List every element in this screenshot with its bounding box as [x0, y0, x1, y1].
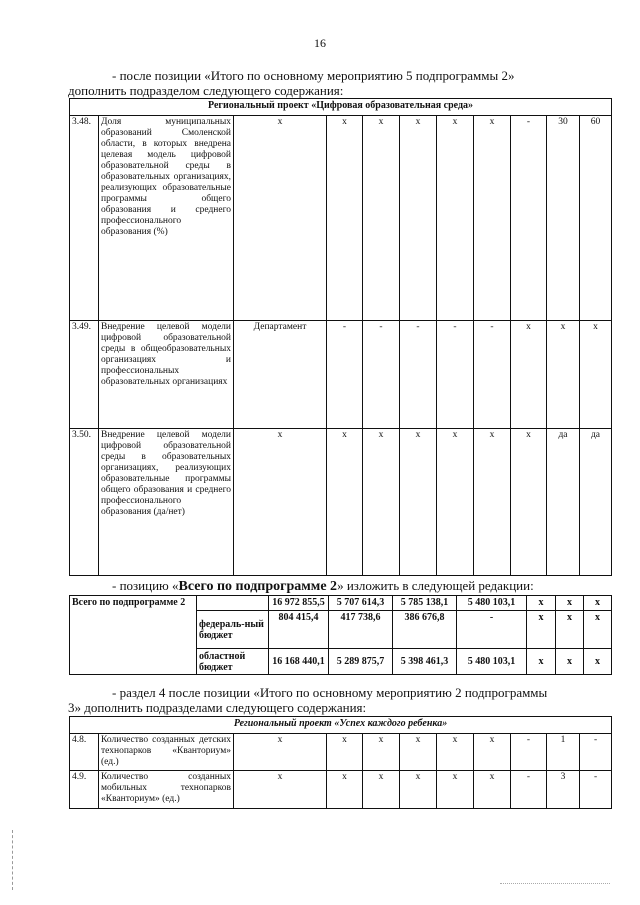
- value-cell: 1: [547, 734, 580, 771]
- intro-paragraph-1: [68, 68, 610, 98]
- value-cell: да: [580, 429, 612, 576]
- page-number: 16: [314, 36, 326, 50]
- executor-cell: х: [234, 429, 327, 576]
- value-cell: -: [400, 321, 437, 429]
- value-cell: х: [400, 429, 437, 576]
- value-cell: х: [327, 116, 363, 321]
- amount-cell: 386 676,8: [393, 611, 457, 649]
- value-cell: -: [363, 321, 400, 429]
- value-cell: х: [437, 116, 474, 321]
- value-cell: да: [547, 429, 580, 576]
- amount-cell: 5 480 103,1: [457, 596, 527, 611]
- value-cell: х: [327, 429, 363, 576]
- executor-cell: х: [234, 116, 327, 321]
- total-label: Всего по подпрограмме 2: [70, 596, 197, 675]
- paragraph-prefix: - позицию «: [112, 578, 179, 593]
- amount-cell: 16 168 440,1: [269, 649, 329, 675]
- value-cell: х: [400, 116, 437, 321]
- row-number: 4.9.: [70, 771, 99, 809]
- paragraph-line: дополнить подразделом следующего содержания:: [68, 83, 344, 98]
- indicator-name: Количество созданных детских технопарков «Кванториум» (ед.): [99, 734, 234, 771]
- paragraph-bold-text: Всего по подпрограмме 2: [178, 579, 338, 594]
- indicator-name: Доля муниципальных образований Смоленской области, в которых внедрена целевая модель цифровой образовательной среды в образовательных организациях, реализующих образовательные программы общего образования и среднего профессионального образования (%): [99, 116, 234, 321]
- value-cell: -: [511, 771, 547, 809]
- budget-cell: областной бюджет: [197, 649, 269, 675]
- project-header: Региональный проект «Успех каждого ребенка»: [70, 717, 612, 734]
- value-cell: х: [556, 649, 584, 675]
- amount-cell: 5 480 103,1: [457, 649, 527, 675]
- value-cell: х: [474, 734, 511, 771]
- amount-cell: 417 738,6: [329, 611, 393, 649]
- executor-cell: х: [234, 771, 327, 809]
- amount-cell: 5 289 875,7: [329, 649, 393, 675]
- value-cell: х: [327, 734, 363, 771]
- value-cell: х: [584, 649, 612, 675]
- executor-cell: х: [234, 734, 327, 771]
- value-cell: х: [474, 771, 511, 809]
- subprogram-total-table: [69, 595, 612, 675]
- value-cell: х: [547, 321, 580, 429]
- amount-cell: 5 785 138,1: [393, 596, 457, 611]
- value-cell: -: [580, 771, 612, 809]
- value-cell: -: [511, 734, 547, 771]
- budget-cell: [197, 596, 269, 611]
- table-row: [70, 734, 612, 771]
- paragraph-suffix: » изложить в следующей редакции:: [337, 578, 534, 593]
- value-cell: 30: [547, 116, 580, 321]
- value-cell: -: [511, 116, 547, 321]
- amount-cell: -: [457, 611, 527, 649]
- table-row: [70, 116, 612, 321]
- value-cell: х: [327, 771, 363, 809]
- amount-cell: 16 972 855,5: [269, 596, 329, 611]
- indicator-name: Внедрение целевой модели цифровой образовательной среды в общеобразовательных организациях и профессиональных образовательных организациях: [99, 321, 234, 429]
- value-cell: х: [363, 771, 400, 809]
- value-cell: х: [511, 321, 547, 429]
- table-row: [70, 771, 612, 809]
- paragraph-line: 3» дополнить подразделами следующего содержания:: [68, 700, 367, 715]
- value-cell: х: [400, 771, 437, 809]
- value-cell: 60: [580, 116, 612, 321]
- value-cell: х: [363, 734, 400, 771]
- value-cell: -: [580, 734, 612, 771]
- paragraph-line: - после позиции «Итого по основному мероприятию 5 подпрограммы 2»: [112, 68, 515, 83]
- digital-environment-table: [69, 98, 612, 576]
- paragraph-line: - раздел 4 после позиции «Итого по основному мероприятию 2 подпрограммы: [112, 685, 548, 700]
- value-cell: х: [437, 429, 474, 576]
- amount-cell: 5 398 461,3: [393, 649, 457, 675]
- value-cell: х: [584, 611, 612, 649]
- value-cell: х: [527, 649, 556, 675]
- value-cell: х: [363, 116, 400, 321]
- table-row: [70, 429, 612, 576]
- value-cell: х: [556, 596, 584, 611]
- indicator-name: Количество созданных мобильных технопарков «Кванториум» (ед.): [99, 771, 234, 809]
- value-cell: х: [527, 611, 556, 649]
- row-number: 3.48.: [70, 116, 99, 321]
- scan-artifact-bottom: [500, 883, 610, 884]
- child-success-table: [69, 716, 612, 809]
- intro-paragraph-2: [68, 578, 610, 594]
- amount-cell: 804 415,4: [269, 611, 329, 649]
- value-cell: х: [474, 429, 511, 576]
- indicator-name: Внедрение целевой модели цифровой образовательной среды в образовательных организациях, реализующих образовательные программы общего образования и среднего профессионального образования (да/нет): [99, 429, 234, 576]
- row-number: 4.8.: [70, 734, 99, 771]
- row-number: 3.49.: [70, 321, 99, 429]
- value-cell: 3: [547, 771, 580, 809]
- value-cell: х: [556, 611, 584, 649]
- row-number: 3.50.: [70, 429, 99, 576]
- intro-paragraph-3: [68, 685, 610, 715]
- value-cell: х: [511, 429, 547, 576]
- value-cell: х: [584, 596, 612, 611]
- value-cell: х: [474, 116, 511, 321]
- value-cell: х: [527, 596, 556, 611]
- paragraph-line: [68, 578, 610, 594]
- project-header: Региональный проект «Цифровая образовательная среда»: [70, 99, 612, 116]
- value-cell: х: [363, 429, 400, 576]
- amount-cell: 5 707 614,3: [329, 596, 393, 611]
- value-cell: х: [580, 321, 612, 429]
- value-cell: -: [327, 321, 363, 429]
- value-cell: х: [437, 734, 474, 771]
- table-row: [70, 596, 612, 611]
- value-cell: -: [474, 321, 511, 429]
- scan-artifact-left: [12, 830, 14, 890]
- value-cell: х: [437, 771, 474, 809]
- budget-cell: федераль-ный бюджет: [197, 611, 269, 649]
- executor-cell: Департамент: [234, 321, 327, 429]
- table-row: [70, 321, 612, 429]
- value-cell: х: [400, 734, 437, 771]
- value-cell: -: [437, 321, 474, 429]
